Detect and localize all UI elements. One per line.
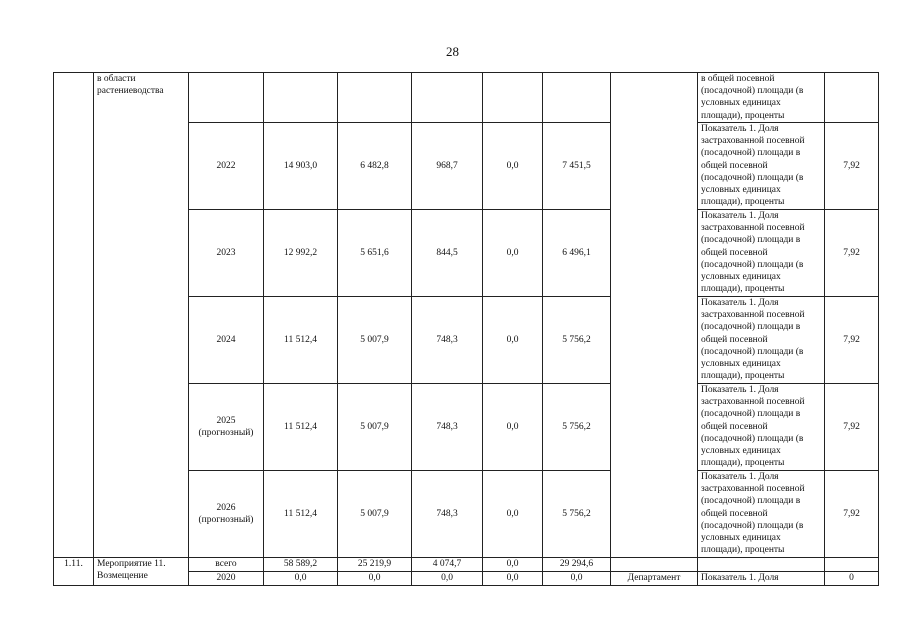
amount-cell: 5 756,2 — [543, 471, 611, 558]
amount-cell: 0,0 — [483, 210, 543, 297]
amount-cell: 5 756,2 — [543, 297, 611, 384]
amount-cell: 4 074,7 — [412, 558, 483, 572]
amount-cell: 0,0 — [483, 558, 543, 572]
indicator-cell: Показатель 1. Доля застрахованной посевной (посадочной) площади в общей посевной (посадочной) площади (в условных единицах площади), проценты — [698, 123, 825, 210]
amount-cell: 7 451,5 — [543, 123, 611, 210]
year-cell: 2020 — [189, 572, 264, 586]
indicator-cell: Показатель 1. Доля застрахованной посевной (посадочной) площади в общей посевной (посадочной) площади (в условных единицах площади), проценты — [698, 210, 825, 297]
amount-cell: 5 007,9 — [338, 297, 412, 384]
page-number: 28 — [446, 44, 459, 59]
measure-name-cell: Мероприятие 11. Возмещение — [94, 558, 189, 586]
amount-cell — [483, 73, 543, 123]
indicator-cell: Показатель 1. Доля застрахованной посевной (посадочной) площади в общей посевной (посадочной) площади (в условных единицах площади), проценты — [698, 297, 825, 384]
value-cell — [825, 558, 879, 572]
value-cell: 7,92 — [825, 123, 879, 210]
value-cell: 0 — [825, 572, 879, 586]
year-cell: 2023 — [189, 210, 264, 297]
year-cell: 2024 — [189, 297, 264, 384]
amount-cell: 5 756,2 — [543, 384, 611, 471]
amount-cell: 5 007,9 — [338, 471, 412, 558]
amount-cell: 844,5 — [412, 210, 483, 297]
amount-cell: 6 482,8 — [338, 123, 412, 210]
amount-cell: 748,3 — [412, 471, 483, 558]
year-cell — [189, 73, 264, 123]
amount-cell: 748,3 — [412, 384, 483, 471]
amount-cell: 0,0 — [483, 384, 543, 471]
indicator-cell — [698, 558, 825, 572]
amount-cell: 0,0 — [543, 572, 611, 586]
value-cell: 7,92 — [825, 210, 879, 297]
total-cell: 14 903,0 — [264, 123, 338, 210]
amount-cell: 25 219,9 — [338, 558, 412, 572]
amount-cell: 0,0 — [483, 297, 543, 384]
executor-cell: Департамент — [611, 572, 698, 586]
amount-cell: 0,0 — [483, 471, 543, 558]
amount-cell — [543, 73, 611, 123]
value-cell: 7,92 — [825, 384, 879, 471]
amount-cell: 0,0 — [412, 572, 483, 586]
amount-cell: 748,3 — [412, 297, 483, 384]
indicator-cell: Показатель 1. Доля — [698, 572, 825, 586]
amount-cell — [338, 73, 412, 123]
total-cell: 12 992,2 — [264, 210, 338, 297]
amount-cell: 0,0 — [483, 572, 543, 586]
amount-cell: 6 496,1 — [543, 210, 611, 297]
year-cell: 2025 (прогнозный) — [189, 384, 264, 471]
total-cell — [264, 73, 338, 123]
amount-cell: 5 651,6 — [338, 210, 412, 297]
amount-cell: 0,0 — [338, 572, 412, 586]
year-cell: всего — [189, 558, 264, 572]
total-cell: 11 512,4 — [264, 297, 338, 384]
amount-cell: 0,0 — [483, 123, 543, 210]
table-row — [54, 558, 879, 572]
value-cell: 7,92 — [825, 471, 879, 558]
indicator-cell: Показатель 1. Доля застрахованной посевной (посадочной) площади в общей посевной (посадочной) площади (в условных единицах площади), проценты — [698, 384, 825, 471]
amount-cell: 5 007,9 — [338, 384, 412, 471]
program-name-cell: в области растениеводства — [94, 73, 189, 558]
indicator-cell: Показатель 1. Доля застрахованной посевной (посадочной) площади в общей посевной (посадочной) площади (в условных единицах площади), проценты — [698, 471, 825, 558]
amount-cell: 29 294,6 — [543, 558, 611, 572]
total-cell: 11 512,4 — [264, 384, 338, 471]
executor-cell — [611, 73, 698, 558]
total-cell: 11 512,4 — [264, 471, 338, 558]
year-cell: 2026 (прогнозный) — [189, 471, 264, 558]
forecast-note: (прогнозный) — [198, 515, 254, 525]
amount-cell — [412, 73, 483, 123]
value-cell: 7,92 — [825, 297, 879, 384]
number-cell — [54, 73, 94, 558]
year-cell: 2022 — [189, 123, 264, 210]
total-cell: 58 589,2 — [264, 558, 338, 572]
number-cell: 1.11. — [54, 558, 94, 586]
indicator-cell: в общей посевной (посадочной) площади (в условных единицах площади), проценты — [698, 73, 825, 123]
value-cell — [825, 73, 879, 123]
program-table — [53, 72, 879, 586]
executor-cell — [611, 558, 698, 572]
forecast-note: (прогнозный) — [198, 428, 254, 438]
amount-cell: 968,7 — [412, 123, 483, 210]
total-cell: 0,0 — [264, 572, 338, 586]
table-row — [54, 73, 879, 123]
